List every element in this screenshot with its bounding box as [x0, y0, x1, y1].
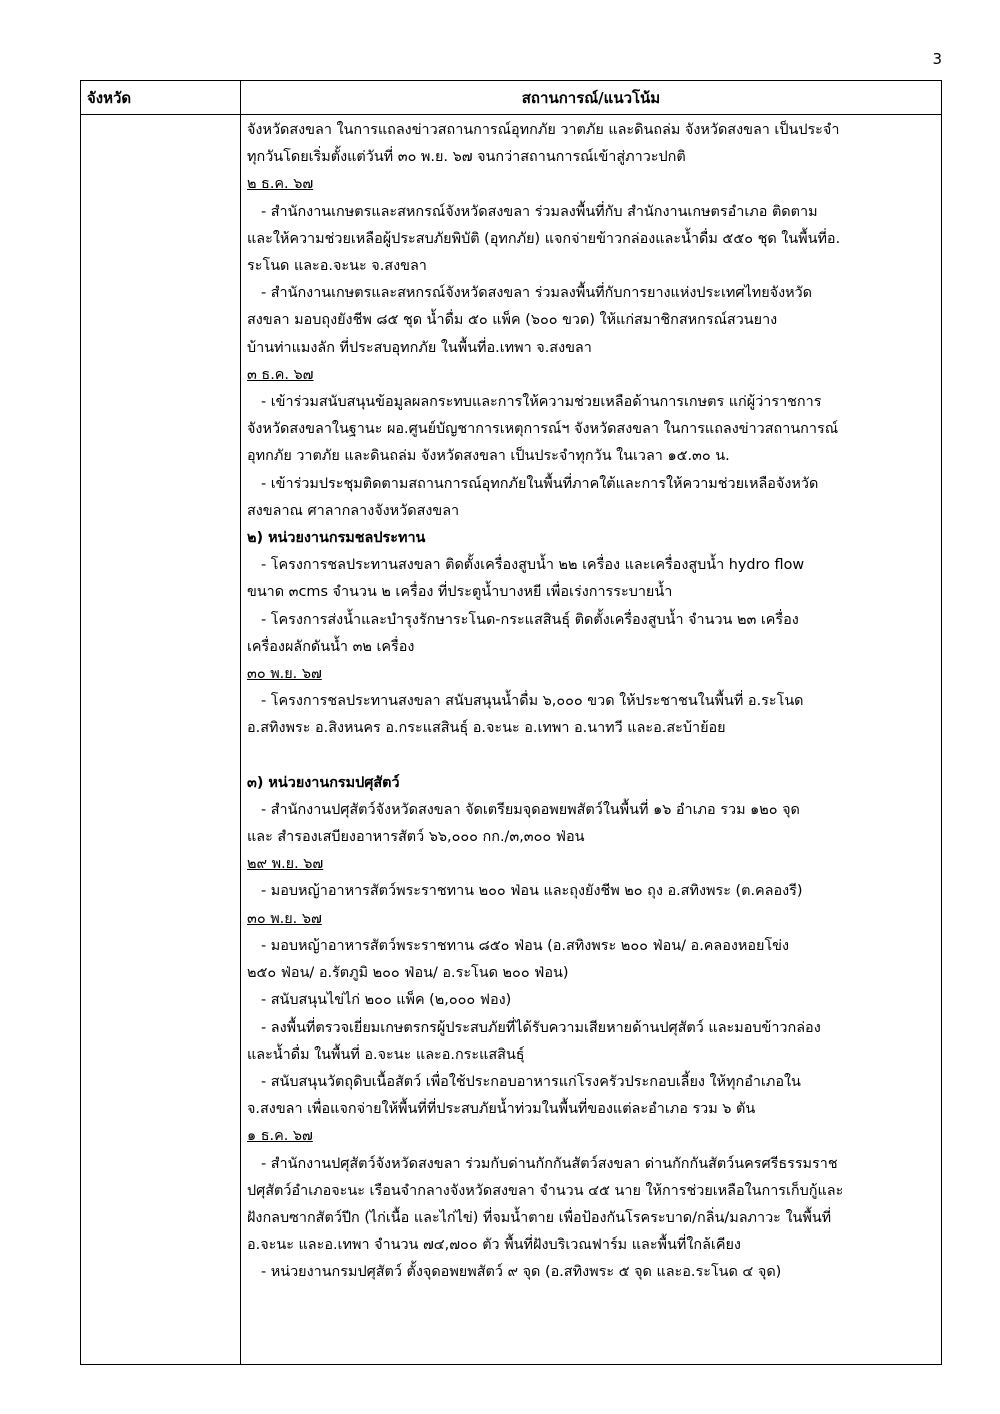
text-line: และให้ความช่วยเหลือผู้ประสบภัยพิบัติ (อุทกภัย) แจกจ่ายข้าวกล่องและน้ำดื่ม ๕๕๐ ชุด ในพื้นที่อ. — [247, 230, 841, 247]
header-province: จังหวัด — [87, 89, 132, 107]
header-divider — [81, 114, 941, 115]
bullet-line: - ลงพื้นที่ตรวจเยี่ยมเกษตรกรผู้ประสบภัยที่ได้รับความเสียหายด้านปศุสัตว์ และมอบข้าวกล่อง — [261, 1019, 821, 1036]
bullet-line: - สำนักงานเกษตรและสหกรณ์จังหวัดสงขลา ร่วมลงพื้นที่กับ สำนักงานเกษตรอำเภอ ติดตาม — [261, 203, 818, 220]
situation-table — [80, 80, 942, 1365]
bullet-line: - โครงการส่งน้ำและบำรุงรักษาระโนด-กระแสสินธุ์ ติดตั้งเครื่องสูบน้ำ จำนวน ๒๓ เครื่อง — [261, 611, 799, 628]
text-line: จ.สงขลา เพื่อแจกจ่ายให้พื้นที่ที่ประสบภัยน้ำท่วมในพื้นที่ของแต่ละอำเภอ รวม ๖ ตัน — [247, 1101, 756, 1118]
date-heading: ๒๙ พ.ย. ๖๗ — [247, 856, 324, 873]
bullet-line: - สำนักงานเกษตรและสหกรณ์จังหวัดสงขลา ร่วมลงพื้นที่กับการยางแห่งประเทศไทยจังหวัด — [261, 285, 813, 302]
date-heading: ๑ ธ.ค. ๖๗ — [247, 1128, 313, 1145]
text-line: จังหวัดสงขลา ในการแถลงข่าวสถานการณ์อุทกภัย วาตภัย และดินถล่ม จังหวัดสงขลา เป็นประจำ — [247, 122, 840, 138]
text-line: ขนาด ๓cms จำนวน ๒ เครื่อง ที่ประตูน้ำบางหยี เพื่อเร่งการระบายน้ำ — [247, 584, 673, 601]
bullet-line: - หน่วยงานกรมปศุสัตว์ ตั้งจุดอพยพสัตว์ ๙ จุด (อ.สทิงพระ ๕ จุด และอ.ระโนด ๔ จุด) — [261, 1264, 782, 1281]
bullet-line: - เข้าร่วมสนับสนุนข้อมูลผลกระทบและการให้ความช่วยเหลือด้านการเกษตร แก่ผู้ว่าราชการ — [261, 394, 822, 411]
situation-content — [247, 117, 933, 1287]
blank-line — [247, 743, 933, 770]
text-line: เครื่องผลักดันน้ำ ๓๒ เครื่อง — [247, 638, 415, 655]
bullet-line: - มอบหญ้าอาหารสัตว์พระราชทาน ๒๐๐ ฟ่อน และถุงยังชีพ ๒๐ ถุง อ.สทิงพระ (ต.คลองรี) — [261, 883, 803, 900]
text-line: ระโนด และอ.จะนะ จ.สงขลา — [247, 258, 427, 275]
date-heading: ๓ ธ.ค. ๖๗ — [247, 366, 314, 383]
text-line: ๒๕๐ ฟ่อน/ อ.รัตภูมิ ๒๐๐ ฟ่อน/ อ.ระโนด ๒๐๐ ฟ่อน) — [247, 965, 569, 982]
bullet-line: - สำนักงานปศุสัตว์จังหวัดสงขลา ร่วมกับด่านกักกันสัตว์สงขลา ด่านกักกันสัตว์นครศรีธรรมราช — [261, 1155, 838, 1172]
text-line: ปศุสัตว์อำเภอจะนะ เรือนจำกลางจังหวัดสงขลา จำนวน ๔๕ นาย ให้การช่วยเหลือในการเก็บกู้และ — [247, 1182, 844, 1199]
text-line: และ สำรองเสบียงอาหารสัตว์ ๖๖,๐๐๐ กก./๓,๓๐๐ ฟ่อน — [247, 829, 585, 846]
text-line: บ้านท่าแมงลัก ที่ประสบอุทกภัย ในพื้นที่อ.เทพา จ.สงขลา — [247, 339, 592, 356]
date-heading: ๓๐ พ.ย. ๖๗ — [247, 666, 322, 683]
text-line: จังหวัดสงขลาในฐานะ ผอ.ศูนย์บัญชาการเหตุการณ์ฯ จังหวัดสงขลา ในการแถลงข่าวสถานการณ์ — [247, 421, 839, 438]
date-heading: ๓๐ พ.ย. ๖๗ — [247, 910, 322, 927]
page-number: 3 — [932, 50, 942, 68]
text-line: อ.สทิงพระ อ.สิงหนคร อ.กระแสสินธุ์ อ.จะนะ อ.เทพา อ.นาทวี และอ.สะบ้าย้อย — [247, 720, 726, 737]
bullet-line: - โครงการชลประทานสงขลา สนับสนุนน้ำดื่ม ๖,๐๐๐ ขวด ให้ประชาชนในพื้นที่ อ.ระโนด — [261, 693, 804, 710]
text-line: ทุกวันโดยเริ่มตั้งแต่วันที่ ๓๐ พ.ย. ๖๗ จนกว่าสถานการณ์เข้าสู่ภาวะปกติ — [247, 149, 686, 166]
text-line: อุทกภัย วาตภัย และดินถล่ม จังหวัดสงขลา เป็นประจำทุกวัน ในเวลา ๑๕.๓๐ น. — [247, 448, 730, 465]
header-situation: สถานการณ์/แนวโน้ม — [521, 89, 661, 107]
column-divider — [240, 81, 241, 1364]
text-line: และน้ำดื่ม ในพื้นที่ อ.จะนะ และอ.กระแสสินธุ์ — [247, 1046, 525, 1063]
text-line: สงขลา มอบถุงยังชีพ ๘๕ ชุด น้ำดื่ม ๕๐ แพ็ค (๖๐๐ ขวด) ให้แก่สมาชิกสหกรณ์สวนยาง — [247, 312, 778, 329]
bullet-line: - มอบหญ้าอาหารสัตว์พระราชทาน ๘๕๐ ฟ่อน (อ.สทิงพระ ๒๐๐ ฟ่อน/ อ.คลองหอยโข่ง — [261, 937, 790, 954]
bullet-line: - สนับสนุนไข่ไก่ ๒๐๐ แพ็ค (๒,๐๐๐ ฟอง) — [261, 992, 512, 1009]
text-line: ฝังกลบซากสัตว์ปีก (ไก่เนื้อ และไก่ไข่) ที่จมน้ำตาย เพื่อป้องกันโรคระบาด/กลิ่น/มลภาวะ ในพื้นที่ — [247, 1209, 832, 1226]
section-heading: ๓) หน่วยงานกรมปศุสัตว์ — [247, 774, 400, 791]
text-line: อ.จะนะ และอ.เทพา จำนวน ๗๔,๗๐๐ ตัว พื้นที่ฝังบริเวณฟาร์ม และพื้นที่ใกล้เคียง — [247, 1237, 741, 1254]
bullet-line: - สนับสนุนวัตถุดิบเนื้อสัตว์ เพื่อใช้ประกอบอาหารแก่โรงครัวประกอบเลี้ยง ให้ทุกอำเภอใน — [261, 1073, 801, 1090]
bullet-line: - โครงการชลประทานสงขลา ติดตั้งเครื่องสูบน้ำ ๒๒ เครื่อง และเครื่องสูบน้ำ hydro flow — [261, 557, 805, 574]
section-heading: ๒) หน่วยงานกรมชลประทาน — [247, 530, 426, 547]
date-heading: ๒ ธ.ค. ๖๗ — [247, 176, 314, 193]
text-line: สงขลาณ ศาลากลางจังหวัดสงขลา — [247, 502, 460, 519]
bullet-line: - สำนักงานปศุสัตว์จังหวัดสงขลา จัดเตรียมจุดอพยพสัตว์ในพื้นที่ ๑๖ อำเภอ รวม ๑๒๐ จุด — [261, 801, 800, 818]
bullet-line: - เข้าร่วมประชุมติดตามสถานการณ์อุทกภัยในพื้นที่ภาคใต้และการให้ความช่วยเหลือจังหวัด — [261, 475, 819, 492]
